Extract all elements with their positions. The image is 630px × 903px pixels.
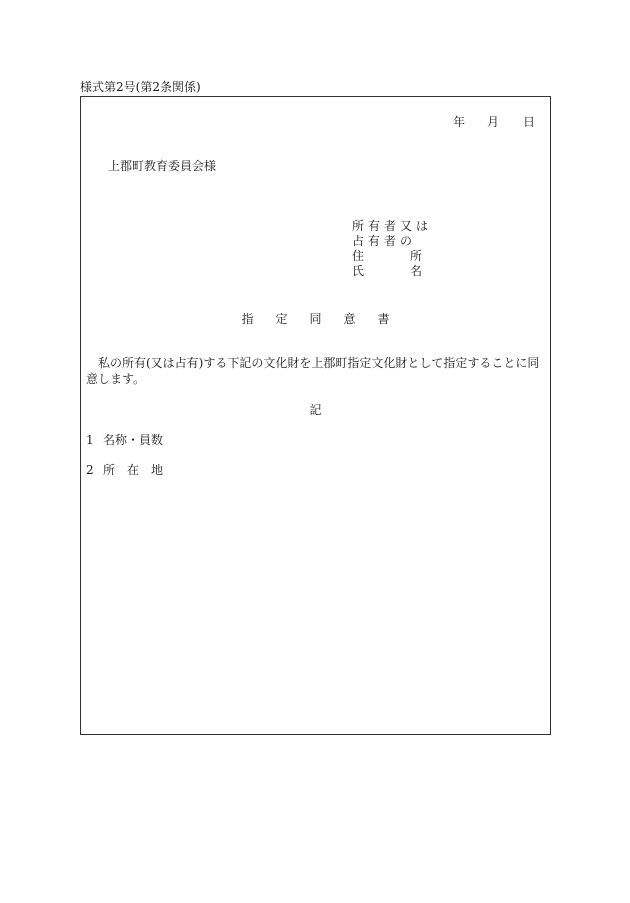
item-label: 所在地 bbox=[103, 463, 176, 477]
occupant-label: 占有者の bbox=[352, 234, 417, 248]
date-line bbox=[453, 114, 535, 130]
owner-label: 所有者又は bbox=[352, 219, 433, 233]
owner-row-owner bbox=[352, 219, 433, 234]
form-number-label: 様式第2号(第2条関係) bbox=[80, 80, 201, 94]
address-label-left: 住 bbox=[352, 249, 365, 263]
date-day-label: 日 bbox=[523, 115, 536, 129]
date-year-label: 年 bbox=[453, 115, 466, 129]
address-label-right: 所 bbox=[409, 249, 422, 263]
addressee: 上郡町教育委員会様 bbox=[108, 159, 217, 173]
owner-block bbox=[352, 219, 433, 279]
item-location bbox=[86, 462, 175, 478]
item-number: 1 bbox=[86, 433, 94, 447]
owner-name-row bbox=[352, 264, 422, 279]
item-name-count bbox=[86, 432, 163, 448]
consent-body-text: 私の所有(又は占有)する下記の文化財を上郡町指定文化財として指定することに同意します。 bbox=[86, 356, 540, 386]
owner-row-occupant bbox=[352, 234, 422, 249]
name-label-left: 氏 bbox=[352, 264, 365, 278]
record-mark: 記 bbox=[309, 403, 322, 417]
item-label: 名称・員数 bbox=[103, 433, 164, 447]
date-month-label: 月 bbox=[487, 115, 500, 129]
item-number: 2 bbox=[86, 463, 94, 477]
owner-address-row bbox=[352, 249, 422, 264]
name-label-right: 名 bbox=[409, 264, 422, 278]
document-title: 指定同意書 bbox=[241, 312, 412, 326]
